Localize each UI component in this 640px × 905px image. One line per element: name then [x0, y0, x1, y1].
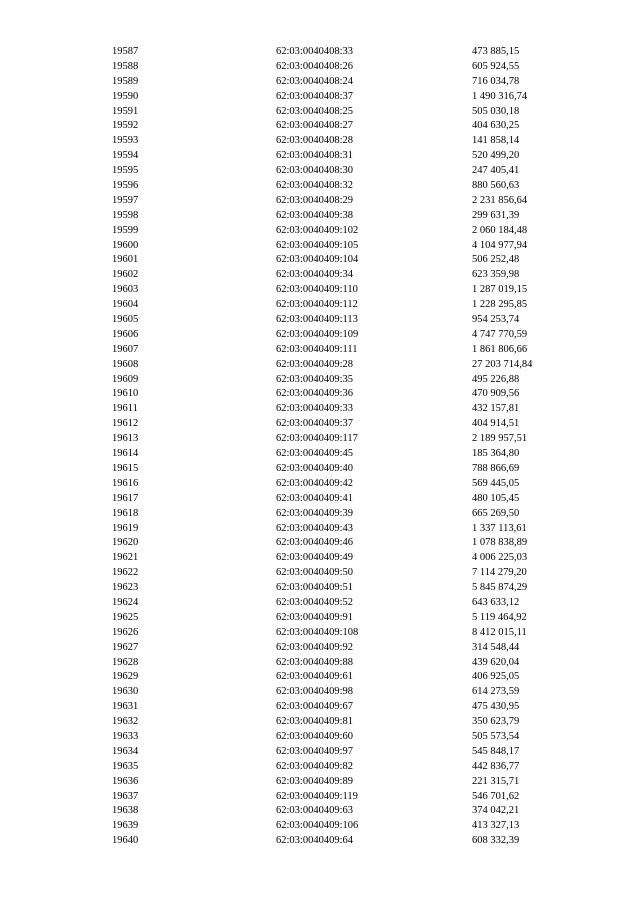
- row-number: 19630: [112, 686, 139, 698]
- table-row: [0, 507, 640, 522]
- table-row: [0, 253, 640, 268]
- amount-value: 520 499,20: [472, 150, 520, 162]
- table-row: [0, 313, 640, 328]
- cadastral-number: 62:03:0040408:29: [276, 194, 354, 206]
- table-row: [0, 373, 640, 388]
- table-row: [0, 745, 640, 760]
- cadastral-number: 62:03:0040409:105: [276, 239, 359, 251]
- cadastral-number: 62:03:0040409:89: [276, 775, 354, 787]
- amount-value: 404 630,25: [472, 120, 520, 132]
- table-row: [0, 715, 640, 730]
- amount-value: 185 364,80: [472, 448, 520, 460]
- row-number: 19600: [112, 239, 139, 251]
- row-number: 19589: [112, 75, 139, 87]
- cadastral-number: 62:03:0040409:33: [276, 403, 354, 415]
- cadastral-number: 62:03:0040409:36: [276, 388, 354, 400]
- amount-value: 2 060 184,48: [472, 224, 528, 236]
- amount-value: 546 701,62: [472, 790, 520, 802]
- cadastral-number: 62:03:0040409:97: [276, 745, 354, 757]
- amount-value: 2 189 957,51: [472, 433, 528, 445]
- cadastral-number: 62:03:0040409:91: [276, 611, 354, 623]
- table-row: [0, 566, 640, 581]
- cadastral-number: 62:03:0040409:42: [276, 477, 354, 489]
- table-row: [0, 328, 640, 343]
- row-number: 19623: [112, 582, 139, 594]
- table-row: [0, 268, 640, 283]
- row-number: 19621: [112, 552, 139, 564]
- amount-value: 5 119 464,92: [472, 611, 527, 623]
- cadastral-number: 62:03:0040409:50: [276, 567, 354, 579]
- amount-value: 7 114 279,20: [472, 567, 527, 579]
- amount-value: 247 405,41: [472, 165, 520, 177]
- row-number: 19611: [112, 403, 138, 415]
- row-number: 19629: [112, 671, 139, 683]
- table-row: [0, 670, 640, 685]
- amount-value: 4 104 977,94: [472, 239, 528, 251]
- row-number: 19606: [112, 328, 139, 340]
- table-row: [0, 119, 640, 134]
- table-row: [0, 760, 640, 775]
- cadastral-number: 62:03:0040409:92: [276, 641, 354, 653]
- row-number: 19635: [112, 760, 139, 772]
- row-number: 19587: [112, 46, 139, 57]
- table-row: [0, 90, 640, 105]
- amount-value: 480 105,45: [472, 492, 520, 504]
- table-row: [0, 60, 640, 75]
- amount-value: 27 203 714,84: [472, 358, 533, 370]
- table-row: [0, 700, 640, 715]
- amount-value: 623 359,98: [472, 269, 520, 281]
- row-number: 19625: [112, 611, 139, 623]
- amount-value: 432 157,81: [472, 403, 520, 415]
- table-row: [0, 581, 640, 596]
- amount-value: 569 445,05: [472, 477, 520, 489]
- row-number: 19627: [112, 641, 139, 653]
- amount-value: 643 633,12: [472, 596, 520, 608]
- row-number: 19599: [112, 224, 139, 236]
- row-number: 19617: [112, 492, 139, 504]
- amount-value: 221 315,71: [472, 775, 520, 787]
- table-row: [0, 149, 640, 164]
- table-row: [0, 626, 640, 641]
- table-row: [0, 730, 640, 745]
- row-number: 19634: [112, 745, 139, 757]
- table-row: [0, 656, 640, 671]
- amount-value: 350 623,79: [472, 716, 520, 728]
- amount-value: 4 006 225,03: [472, 552, 528, 564]
- cadastral-number: 62:03:0040409:39: [276, 507, 354, 519]
- amount-value: 608 332,39: [472, 835, 520, 847]
- cadastral-number: 62:03:0040409:41: [276, 492, 354, 504]
- amount-value: 141 858,14: [472, 135, 520, 147]
- amount-value: 614 273,59: [472, 686, 520, 698]
- amount-value: 545 848,17: [472, 745, 520, 757]
- cadastral-number: 62:03:0040409:98: [276, 686, 354, 698]
- table-row: [0, 239, 640, 254]
- amount-value: 495 226,88: [472, 373, 520, 385]
- cadastral-number: 62:03:0040409:35: [276, 373, 354, 385]
- amount-value: 1 337 113,61: [472, 522, 527, 534]
- amount-value: 299 631,39: [472, 209, 520, 221]
- table-row: [0, 134, 640, 149]
- amount-value: 406 925,05: [472, 671, 520, 683]
- cadastral-number: 62:03:0040408:37: [276, 90, 354, 102]
- cadastral-number: 62:03:0040409:52: [276, 596, 354, 608]
- table-row: [0, 775, 640, 790]
- row-number: 19622: [112, 567, 139, 579]
- cadastral-number: 62:03:0040409:43: [276, 522, 354, 534]
- cadastral-number: 62:03:0040408:24: [276, 75, 354, 87]
- cadastral-number: 62:03:0040409:102: [276, 224, 359, 236]
- row-number: 19612: [112, 418, 139, 430]
- amount-value: 4 747 770,59: [472, 328, 528, 340]
- amount-value: 413 327,13: [472, 820, 520, 832]
- amount-value: 1 078 838,89: [472, 537, 528, 549]
- row-number: 19608: [112, 358, 139, 370]
- row-number: 19598: [112, 209, 139, 221]
- cadastral-number: 62:03:0040409:40: [276, 462, 354, 474]
- row-number: 19596: [112, 180, 139, 192]
- table-row: [0, 685, 640, 700]
- amount-value: 470 909,56: [472, 388, 520, 400]
- row-number: 19615: [112, 462, 139, 474]
- cadastral-number: 62:03:0040408:32: [276, 180, 354, 192]
- row-number: 19640: [112, 835, 139, 847]
- table-row: [0, 343, 640, 358]
- cadastral-number: 62:03:0040409:117: [276, 433, 358, 445]
- cadastral-number: 62:03:0040408:33: [276, 46, 354, 57]
- row-number: 19613: [112, 433, 139, 445]
- row-number: 19631: [112, 701, 139, 713]
- cadastral-number: 62:03:0040409:106: [276, 820, 359, 832]
- cadastral-number: 62:03:0040409:109: [276, 328, 359, 340]
- table-row: [0, 641, 640, 656]
- row-number: 19593: [112, 135, 139, 147]
- row-number: 19619: [112, 522, 139, 534]
- cadastral-number: 62:03:0040408:31: [276, 150, 354, 162]
- row-number: 19590: [112, 90, 139, 102]
- row-number: 19636: [112, 775, 139, 787]
- row-number: 19633: [112, 730, 139, 742]
- cadastral-number: 62:03:0040408:30: [276, 165, 354, 177]
- table-row: [0, 75, 640, 90]
- row-number: 19637: [112, 790, 139, 802]
- table-row: [0, 611, 640, 626]
- table-row: [0, 179, 640, 194]
- amount-value: 1 861 806,66: [472, 343, 528, 355]
- row-number: 19616: [112, 477, 139, 489]
- table-row: [0, 790, 640, 805]
- amount-value: 8 412 015,11: [472, 626, 527, 638]
- table-row: [0, 105, 640, 120]
- table-row: [0, 819, 640, 834]
- cadastral-number: 62:03:0040409:37: [276, 418, 354, 430]
- table-row: [0, 432, 640, 447]
- row-number: 19594: [112, 150, 139, 162]
- cadastral-number: 62:03:0040409:88: [276, 656, 354, 668]
- row-number: 19624: [112, 596, 139, 608]
- table-row: [0, 417, 640, 432]
- amount-value: 505 030,18: [472, 105, 520, 117]
- amount-value: 439 620,04: [472, 656, 520, 668]
- table-row: [0, 283, 640, 298]
- amount-value: 442 836,77: [472, 760, 520, 772]
- row-number: 19628: [112, 656, 139, 668]
- cadastral-number: 62:03:0040408:26: [276, 60, 354, 72]
- table-row: [0, 804, 640, 819]
- cadastral-number: 62:03:0040409:82: [276, 760, 354, 772]
- cadastral-number: 62:03:0040409:108: [276, 626, 359, 638]
- row-number: 19614: [112, 448, 139, 460]
- table-row: [0, 402, 640, 417]
- cadastral-number: 62:03:0040409:110: [276, 284, 358, 296]
- cadastral-number: 62:03:0040409:113: [276, 314, 358, 326]
- amount-value: 880 560,63: [472, 180, 520, 192]
- cadastral-number: 62:03:0040408:27: [276, 120, 354, 132]
- table-row: [0, 387, 640, 402]
- row-number: 19626: [112, 626, 139, 638]
- table-row: [0, 492, 640, 507]
- amount-value: 473 885,15: [472, 46, 520, 57]
- cadastral-number: 62:03:0040409:34: [276, 269, 354, 281]
- amount-value: 404 914,51: [472, 418, 520, 430]
- cadastral-number: 62:03:0040409:63: [276, 805, 354, 817]
- cadastral-number: 62:03:0040409:104: [276, 254, 359, 266]
- row-number: 19620: [112, 537, 139, 549]
- row-number: 19638: [112, 805, 139, 817]
- row-number: 19604: [112, 299, 139, 311]
- row-number: 19592: [112, 120, 139, 132]
- amount-value: 605 924,55: [472, 60, 520, 72]
- row-number: 19610: [112, 388, 139, 400]
- table-row: [0, 834, 640, 849]
- cadastral-number: 62:03:0040409:49: [276, 552, 354, 564]
- amount-value: 1 287 019,15: [472, 284, 528, 296]
- cadastral-number: 62:03:0040409:67: [276, 701, 354, 713]
- row-number: 19605: [112, 314, 139, 326]
- row-number: 19632: [112, 716, 139, 728]
- cadastral-number: 62:03:0040409:45: [276, 448, 354, 460]
- amount-value: 475 430,95: [472, 701, 520, 713]
- table-row: [0, 224, 640, 239]
- amount-value: 314 548,44: [472, 641, 520, 653]
- data-table: [0, 45, 640, 849]
- amount-value: 5 845 874,29: [472, 582, 528, 594]
- table-row: [0, 462, 640, 477]
- cadastral-number: 62:03:0040409:119: [276, 790, 358, 802]
- table-row: [0, 358, 640, 373]
- table-row: [0, 447, 640, 462]
- cadastral-number: 62:03:0040409:60: [276, 730, 354, 742]
- table-row: [0, 298, 640, 313]
- cadastral-number: 62:03:0040409:61: [276, 671, 354, 683]
- row-number: 19595: [112, 165, 139, 177]
- cadastral-number: 62:03:0040409:38: [276, 209, 354, 221]
- row-number: 19603: [112, 284, 139, 296]
- cadastral-number: 62:03:0040409:64: [276, 835, 354, 847]
- row-number: 19609: [112, 373, 139, 385]
- cadastral-number: 62:03:0040409:81: [276, 716, 354, 728]
- table-row: [0, 551, 640, 566]
- table-row: [0, 596, 640, 611]
- amount-value: 788 866,69: [472, 462, 520, 474]
- table-row: [0, 45, 640, 60]
- cadastral-number: 62:03:0040409:51: [276, 582, 354, 594]
- cadastral-number: 62:03:0040409:28: [276, 358, 354, 370]
- row-number: 19607: [112, 343, 139, 355]
- table-row: [0, 209, 640, 224]
- table-row: [0, 164, 640, 179]
- row-number: 19591: [112, 105, 139, 117]
- amount-value: 716 034,78: [472, 75, 520, 87]
- cadastral-number: 62:03:0040408:28: [276, 135, 354, 147]
- row-number: 19588: [112, 60, 139, 72]
- row-number: 19601: [112, 254, 139, 266]
- amount-value: 954 253,74: [472, 314, 520, 326]
- cadastral-number: 62:03:0040409:111: [276, 343, 358, 355]
- amount-value: 505 573,54: [472, 730, 520, 742]
- amount-value: 2 231 856,64: [472, 194, 528, 206]
- row-number: 19639: [112, 820, 139, 832]
- row-number: 19597: [112, 194, 139, 206]
- amount-value: 506 252,48: [472, 254, 520, 266]
- table-row: [0, 477, 640, 492]
- amount-value: 374 042,21: [472, 805, 520, 817]
- row-number: 19602: [112, 269, 139, 281]
- amount-value: 665 269,50: [472, 507, 520, 519]
- row-number: 19618: [112, 507, 139, 519]
- table-row: [0, 522, 640, 537]
- cadastral-number: 62:03:0040409:46: [276, 537, 354, 549]
- amount-value: 1 228 295,85: [472, 299, 528, 311]
- cadastral-number: 62:03:0040409:112: [276, 299, 358, 311]
- cadastral-number: 62:03:0040408:25: [276, 105, 354, 117]
- table-row: [0, 194, 640, 209]
- amount-value: 1 490 316,74: [472, 90, 528, 102]
- table-row: [0, 536, 640, 551]
